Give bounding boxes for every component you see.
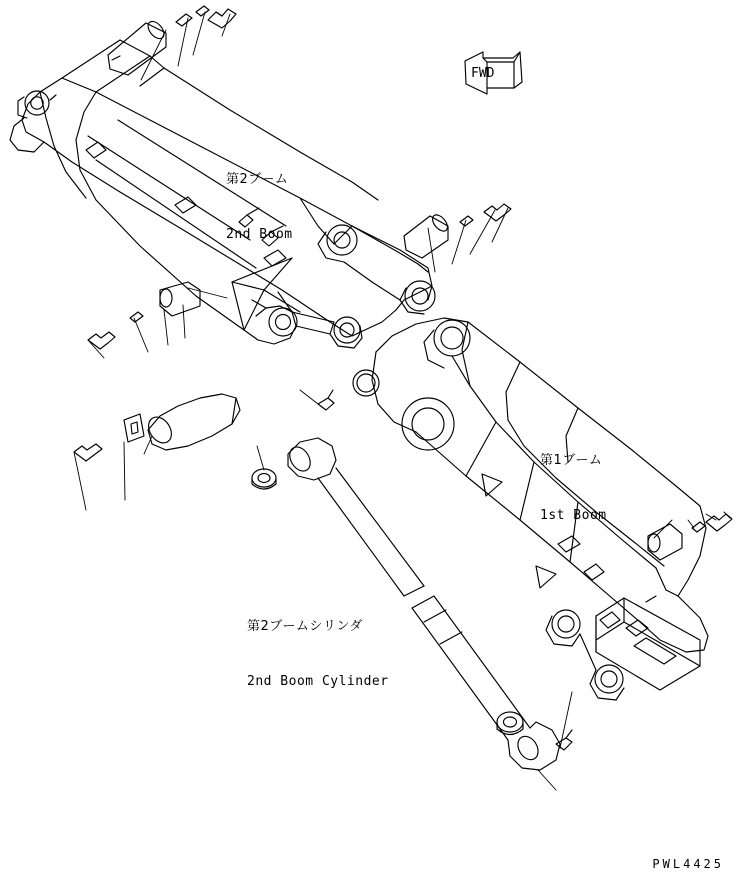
bolt-upper (208, 9, 236, 28)
label-2nd-boom-cylinder-jp: 第2ブームシリンダ (247, 619, 363, 635)
washer-lower-right (692, 522, 705, 532)
bolt-left-upper (88, 332, 115, 349)
label-2nd-boom (226, 133, 293, 282)
pin-mid-left (160, 282, 200, 316)
label-1st-boom (540, 414, 607, 563)
label-1st-boom-en: 1st Boom (540, 507, 607, 523)
pin-mid-right (404, 212, 450, 258)
washer-left (130, 312, 143, 322)
label-1st-boom-jp: 第1ブーム (540, 453, 603, 469)
bolt-left-lower (74, 444, 102, 461)
label-2nd-boom-en: 2nd Boom (226, 226, 293, 242)
label-2nd-boom-jp: 第2ブーム (226, 172, 289, 188)
fwd-arrow-label: FWD (471, 66, 495, 81)
pin-lower-right (648, 524, 682, 560)
washer-mid-right (460, 216, 473, 226)
link-arm (144, 394, 240, 450)
first-boom-body (353, 318, 708, 700)
pin-upper-left (108, 18, 167, 75)
bushing-cylinder-head (252, 469, 276, 489)
label-2nd-boom-cylinder (247, 580, 389, 729)
label-2nd-boom-cylinder-en: 2nd Boom Cylinder (247, 673, 389, 689)
second-boom-body (10, 40, 435, 348)
bolt-mid-right (484, 204, 511, 221)
drawing-number: PWL4425 (652, 857, 724, 871)
grease-nipple-upper (318, 390, 334, 410)
retainer-plate (124, 414, 144, 442)
